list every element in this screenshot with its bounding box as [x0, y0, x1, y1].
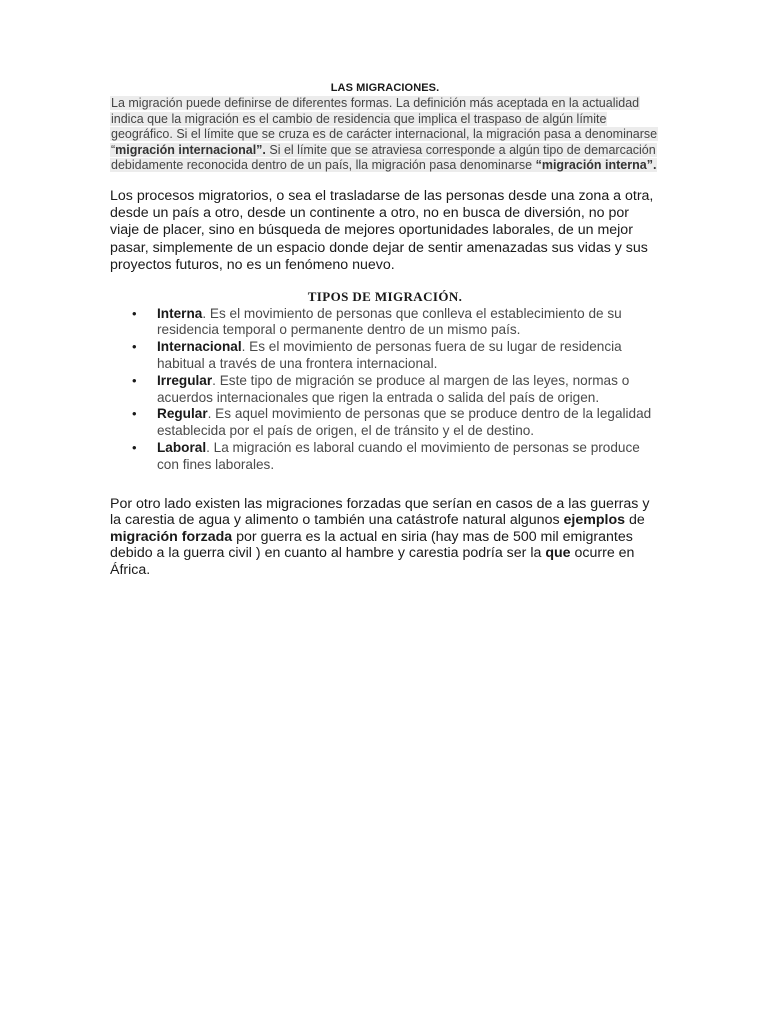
- bullet-icon: •: [132, 339, 137, 355]
- type-term: Internacional: [157, 339, 242, 355]
- type-term: Irregular: [157, 372, 213, 388]
- list-item: [110, 440, 660, 474]
- migration-types-list: [110, 306, 660, 474]
- type-term: Regular: [157, 406, 208, 422]
- closing-text: por guerra es la actual en siria (hay mas de 500 mil emigrantes debido a la guerra civil ) en cuanto al hambre y carestia podría ser la: [110, 528, 633, 562]
- list-item: [110, 306, 660, 340]
- intro-text: Si el límite que se atraviesa corresponde a algún tipo de demarcación debidamente reconocida dentro de un país, lla migración pasa denominarse: [111, 142, 656, 172]
- bullet-icon: •: [132, 305, 137, 321]
- intro-paragraph: [110, 96, 660, 174]
- closing-paragraph: [110, 496, 660, 579]
- document-page: [110, 82, 660, 578]
- type-description: . Este tipo de migración se produce al margen de las leyes, normas o acuerdos internacionales que rigen la entrada o salida del país de origen.: [157, 372, 630, 405]
- type-term: Interna: [157, 305, 203, 321]
- type-term: Laboral: [157, 439, 207, 455]
- intro-text: La migración puede definirse de diferentes formas. La definición más aceptada en la actualidad indica que la migración es el cambio de residencia que implica el traspaso de algún límite geográfico. Si el límite que se cruza es de carácter internacional, la migración pasa a denominarse “: [111, 96, 658, 157]
- bullet-icon: •: [132, 406, 137, 422]
- body-paragraph: Los procesos migratorios, o sea el trasladarse de las personas desde una zona a otra, desde un país a otro, desde un continente a otro, no en busca de diversión, no por viaje de placer, sino en búsqueda de mejores oportunidades laborales, de un mejor pasar, simplemente de un espacio donde dejar de sentir amenazadas sus vidas y sus proyectos futuros, no es un fenómeno nuevo.: [110, 187, 654, 274]
- closing-text: de: [625, 512, 645, 529]
- bullet-icon: •: [132, 439, 137, 455]
- intro-term-internal: “migración interna”.: [535, 158, 657, 172]
- closing-term: migración forzada: [110, 528, 233, 545]
- type-description: . Es el movimiento de personas que conlleva el establecimiento de su residencia temporal o permanente dentro de un mismo país.: [157, 305, 622, 338]
- closing-term: ejemplos: [563, 512, 626, 529]
- closing-text: ocurre en África.: [110, 545, 635, 578]
- type-description: . Es el movimiento de personas fuera de su lugar de residencia habitual a través de una frontera internacional.: [157, 339, 622, 371]
- document-title: LAS MIGRACIONES.: [330, 82, 440, 94]
- list-item: [110, 373, 660, 407]
- closing-term: que: [545, 545, 571, 562]
- section-title: TIPOS DE MIGRACIÓN.: [307, 288, 463, 304]
- type-description: . Es aquel movimiento de personas que se produce dentro de la legalidad establecida por el país de origen, el de tránsito y el de destino.: [157, 406, 652, 439]
- intro-term-international: migración internacional”.: [115, 142, 266, 157]
- intro-text-highlight: [110, 96, 658, 172]
- bullet-icon: •: [132, 372, 137, 388]
- list-item: [110, 406, 660, 440]
- type-description: . La migración es laboral cuando el movimiento de personas se produce con fines laborales.: [157, 439, 640, 472]
- list-item: [110, 339, 660, 373]
- closing-text: Por otro lado existen las migraciones forzadas que serían en casos de a las guerras y la carestia de agua y alimento o también una catástrofe natural algunos: [110, 495, 650, 529]
